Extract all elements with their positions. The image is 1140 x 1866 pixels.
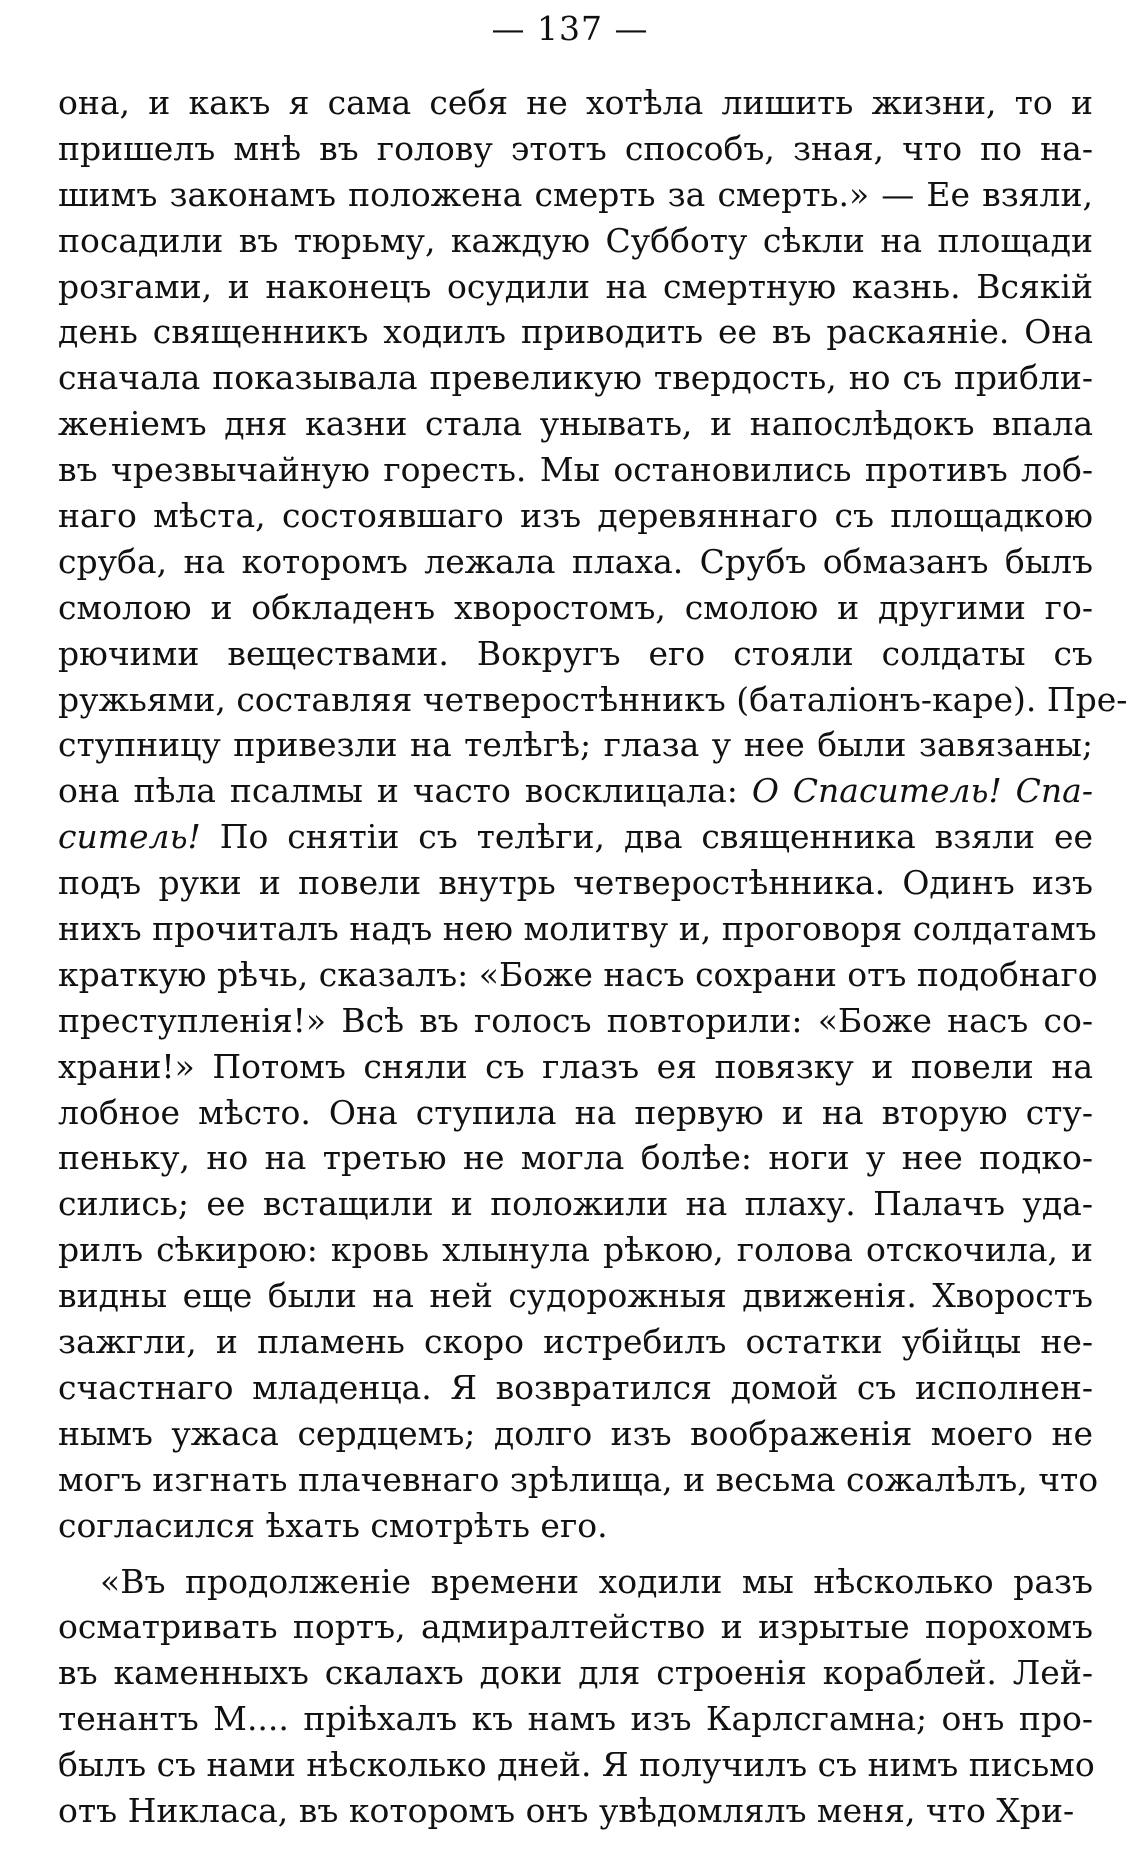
text-line xyxy=(58,860,1093,906)
text-segment: зажгли, и пламень скоро истребилъ остатки убійцы не- xyxy=(58,1322,1093,1362)
text-segment: смолою и обкладенъ хворостомъ, смолою и другими го- xyxy=(58,587,1093,627)
text-line xyxy=(58,1457,1099,1503)
text-segment: отъ Никласа, въ которомъ онъ увѣдомлялъ меня, что Хри- xyxy=(58,1790,1075,1830)
text-line xyxy=(58,493,1093,539)
text-line xyxy=(58,355,1093,401)
text-segment: розгами, и наконецъ осудили на смертную казнь. Всякій xyxy=(58,266,1093,306)
text-line xyxy=(58,1044,1093,1090)
text-segment: шимъ законамъ положена смерть за смерть.» — Ее взяли, xyxy=(58,174,1093,214)
text-line xyxy=(58,906,1097,952)
text-line xyxy=(58,1650,1093,1696)
text-line xyxy=(58,1604,1093,1650)
text-segment: ступницу привезли на телѣгѣ; глаза у нее были завязаны; xyxy=(58,725,1093,765)
text-line xyxy=(58,998,1093,1044)
text-segment: день священникъ ходилъ приводить ее въ раскаяніе. Она xyxy=(58,312,1093,352)
text-line xyxy=(58,401,1093,447)
text-segment: лобное мѣсто. Она ступила на первую и на вторую сту- xyxy=(58,1092,1093,1132)
text-line xyxy=(58,768,1093,814)
text-line xyxy=(58,1135,1093,1181)
text-segment: По снятіи съ телѣги, два священника взяли ее xyxy=(200,817,1093,857)
text-line xyxy=(58,952,1098,998)
text-segment: нихъ прочиталъ надъ нею молитву и, проговоря солдатамъ xyxy=(58,909,1097,949)
text-segment: былъ съ нами нѣсколько дней. Я получилъ съ нимъ письмо xyxy=(58,1745,1095,1785)
text-segment: женіемъ дня казни стала унывать, и напослѣдокъ впала xyxy=(58,404,1093,444)
text-line xyxy=(58,722,1093,768)
text-line xyxy=(58,264,1093,310)
text-segment: О Спаситель! Спа- xyxy=(751,771,1093,811)
text-line xyxy=(58,218,1093,264)
text-line xyxy=(58,1181,1093,1227)
text-segment: сились; ее встащили и положили на плаху. Палачъ уда- xyxy=(58,1184,1093,1224)
text-line xyxy=(58,1227,1093,1273)
text-segment: сначала показывала превеликую твердость, но съ прибли- xyxy=(58,358,1093,398)
text-segment: она пѣла псалмы и часто восклицала: xyxy=(58,771,752,811)
text-segment: видны еще были на ней судорожныя движенія. Хворостъ xyxy=(58,1276,1093,1316)
text-line xyxy=(58,1365,1093,1411)
text-segment: храни!» Потомъ сняли съ глазъ ея повязку и повели на xyxy=(58,1046,1093,1086)
text-segment: наго мѣста, состоявшаго изъ деревяннаго съ площадкою xyxy=(58,496,1093,536)
paragraph-gap xyxy=(58,1549,1093,1559)
text-segment: въ каменныхъ скалахъ доки для строенія кораблей. Лей- xyxy=(58,1653,1093,1693)
text-line xyxy=(58,1559,1093,1605)
text-segment: пеньку, но на третью не могла болѣе: ноги у нее подко- xyxy=(58,1138,1093,1178)
text-segment: ружьями, составляя четверостѣнникъ (баталіонъ-каре). Пре- xyxy=(58,679,1128,719)
text-line xyxy=(58,1788,1093,1834)
text-segment: согласился ѣхать смотрѣть его. xyxy=(58,1505,608,1545)
text-line xyxy=(58,309,1093,355)
text-segment: тенантъ М.... пріѣхалъ къ намъ изъ Карлсгамна; онъ про- xyxy=(58,1699,1093,1739)
text-segment: нымъ ужаса сердцемъ; долго изъ воображенія моего не xyxy=(58,1413,1093,1453)
text-line xyxy=(58,539,1093,585)
text-line xyxy=(58,677,1128,723)
text-segment: краткую рѣчь, сказалъ: «Боже насъ сохрани отъ подобнаго xyxy=(58,954,1098,994)
text-segment: сруба, на которомъ лежала плаха. Срубъ обмазанъ былъ xyxy=(58,541,1093,581)
text-segment: пришелъ мнѣ въ голову этотъ способъ, зная, что по на- xyxy=(58,128,1093,168)
paragraph xyxy=(58,1559,1093,1834)
text-line xyxy=(58,126,1093,172)
text-segment: счастнаго младенца. Я возвратился домой съ исполнен- xyxy=(58,1367,1093,1407)
text-line xyxy=(58,1273,1093,1319)
text-line xyxy=(58,1319,1093,1365)
text-line xyxy=(58,585,1093,631)
text-segment: въ чрезвычайную горесть. Мы остановились противъ лоб- xyxy=(58,450,1093,490)
text-segment: преступленія!» Всѣ въ голосъ повторили: «Боже насъ со- xyxy=(58,1000,1093,1040)
text-segment: она, и какъ я сама себя не хотѣла лишить жизни, то и xyxy=(58,83,1093,122)
text-line xyxy=(58,1742,1093,1788)
text-segment: рючими веществами. Вокругъ его стояли солдаты съ xyxy=(58,633,1093,673)
text-segment: рилъ сѣкирою: кровь хлынула рѣкою, голова отскочила, и xyxy=(58,1230,1093,1270)
text-segment: ситель! xyxy=(58,817,201,857)
text-line xyxy=(58,814,1093,860)
page-number: — 137 — xyxy=(491,9,649,48)
text-segment: могъ изгнать плачевнаго зрѣлища, и весьма сожалѣлъ, что xyxy=(58,1459,1099,1499)
text-segment: «Въ продолженіе времени ходили мы нѣсколько разъ xyxy=(100,1561,1093,1601)
body-text xyxy=(58,80,1128,1834)
text-line xyxy=(58,1411,1093,1457)
text-line xyxy=(58,1696,1093,1742)
text-line xyxy=(58,447,1093,493)
text-segment: посадили въ тюрьму, каждую Субботу сѣкли на площади xyxy=(58,220,1093,260)
text-segment: подъ руки и повели внутрь четверостѣнника. Одинъ изъ xyxy=(58,863,1093,903)
paragraph xyxy=(58,80,1128,1549)
text-segment: осматривать портъ, адмиралтейство и изрытые порохомъ xyxy=(58,1607,1093,1647)
text-line xyxy=(58,172,1093,218)
text-line xyxy=(58,1090,1093,1136)
text-line xyxy=(58,1503,1093,1549)
text-line xyxy=(58,80,1093,126)
text-line xyxy=(58,631,1093,677)
